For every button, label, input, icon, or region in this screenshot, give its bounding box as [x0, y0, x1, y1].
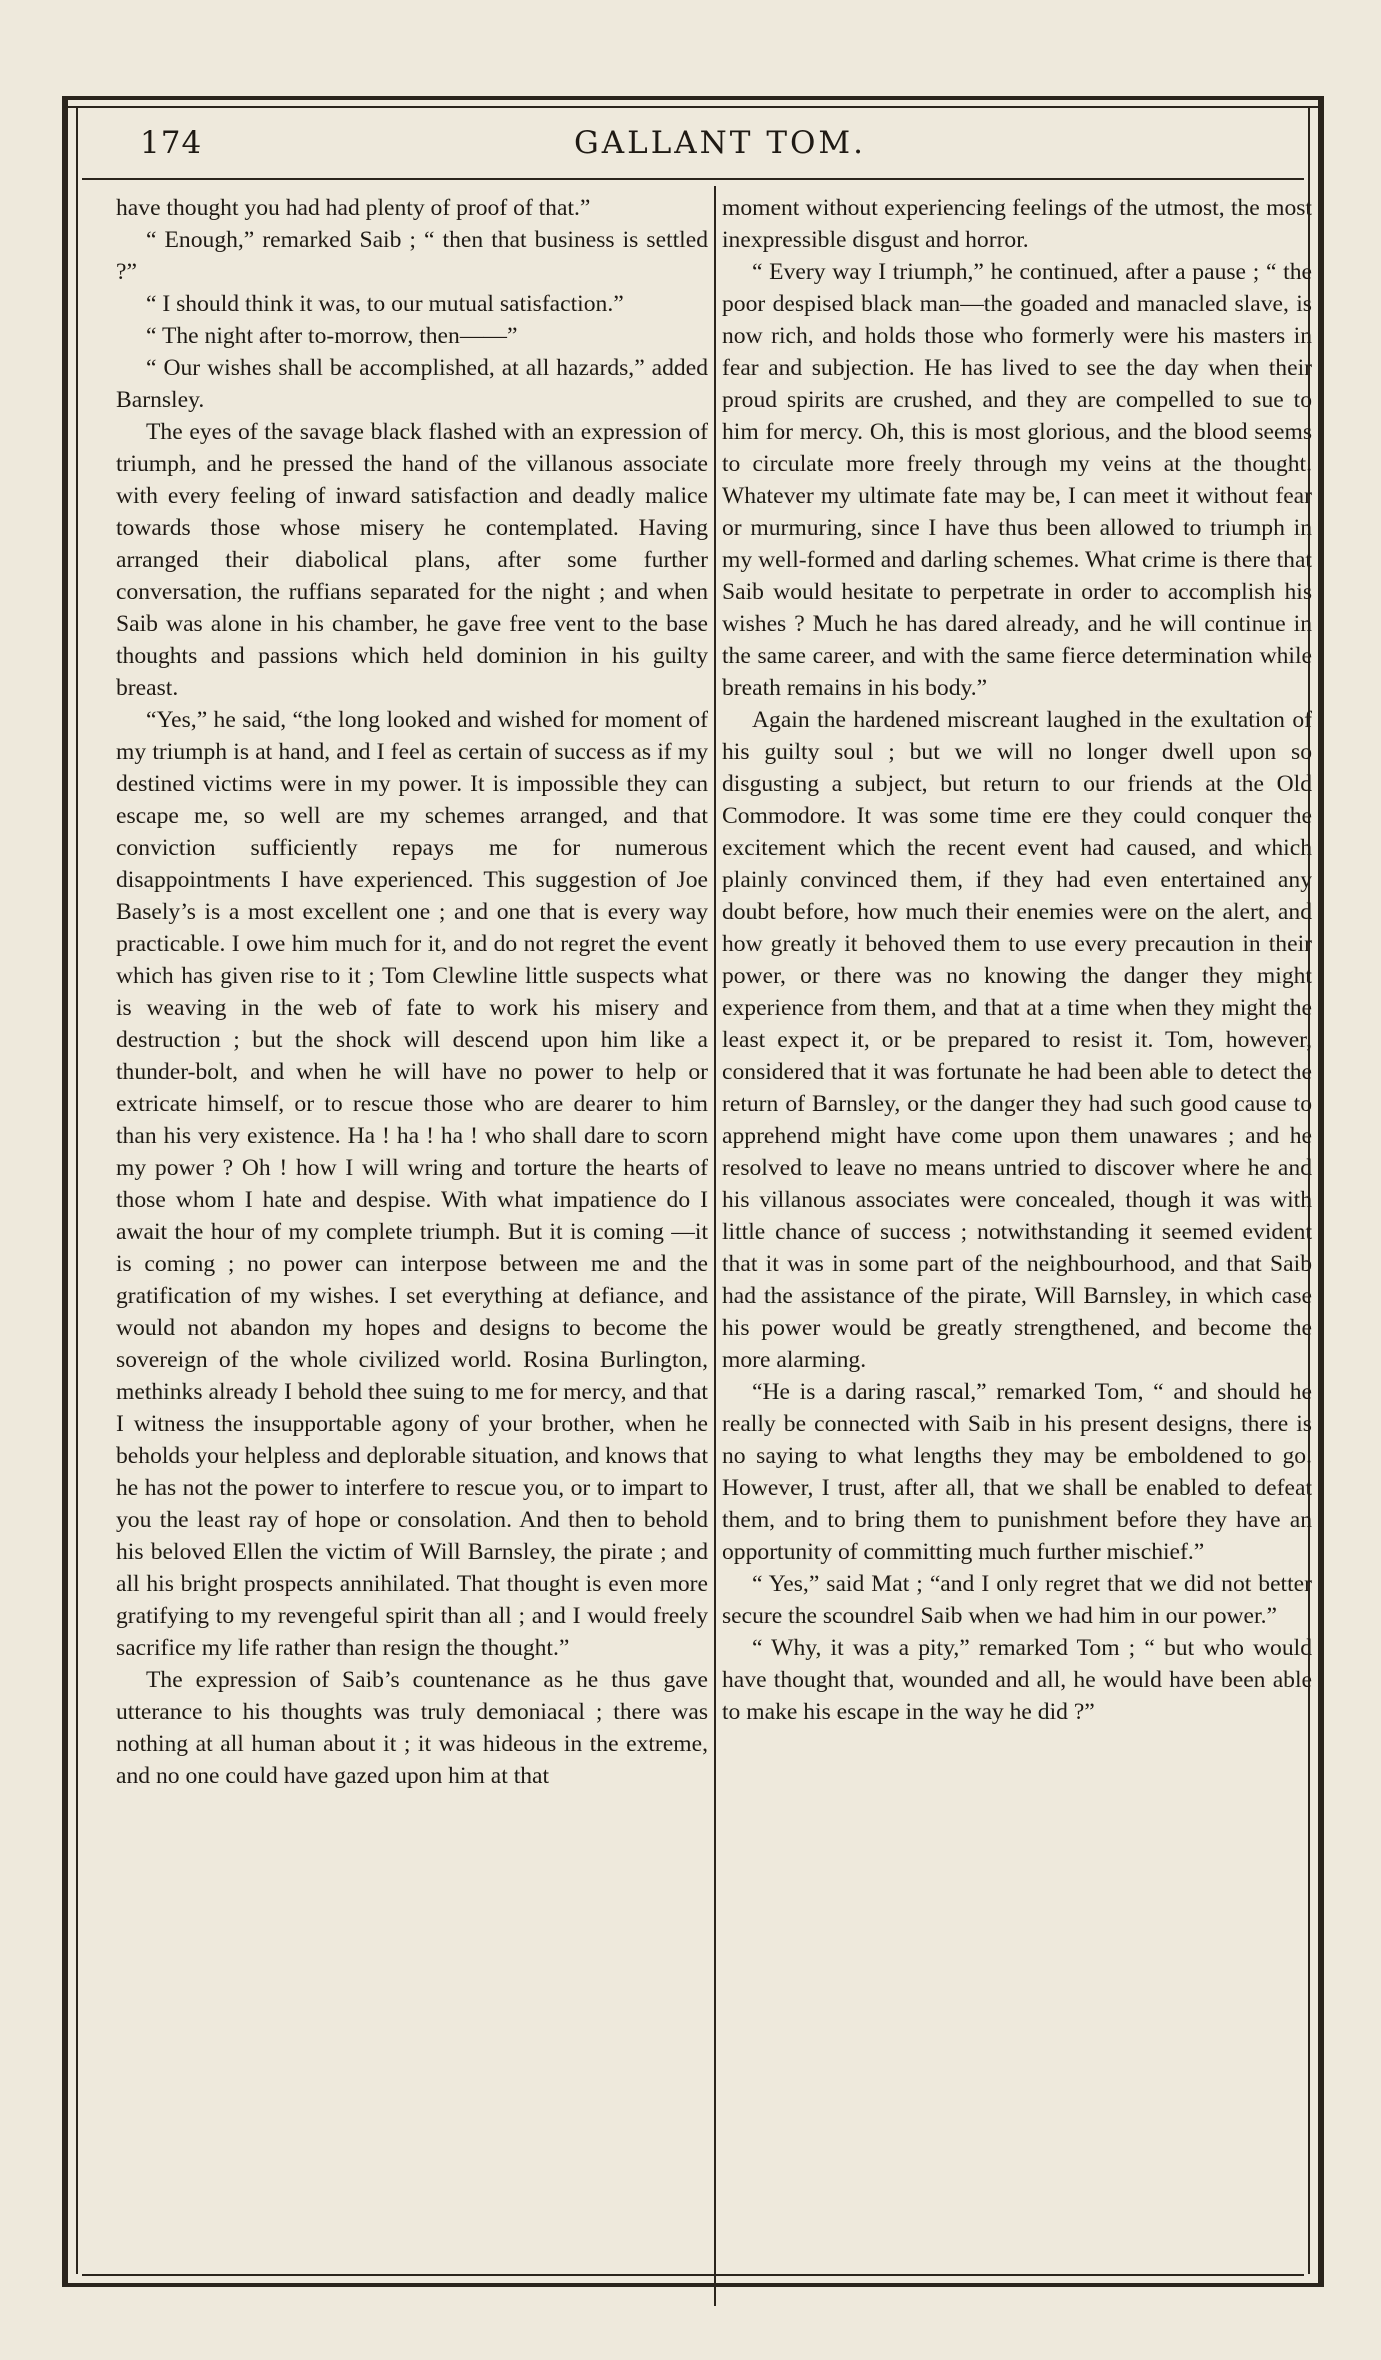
top-rule-thin: [62, 106, 1324, 108]
top-rule-thick: [62, 96, 1324, 100]
page-header: [140, 125, 1300, 167]
paragraph: “ Why, it was a pity,” remarked Tom ; “ but who would have thought that, wounded and all, he would have been able to make his escape in the way he did ?”: [722, 1635, 1312, 1725]
bottom-rule-thick: [62, 2283, 1324, 2287]
paragraph: “ I should think it was, to our mutual satisfaction.”: [146, 291, 624, 317]
left-border-thick: [62, 96, 68, 2286]
left-column: [116, 192, 708, 2312]
right-border-thick: [1318, 96, 1324, 2286]
paragraph: “ Our wishes shall be accomplished, at all hazards,” added Barnsley.: [116, 355, 708, 413]
paragraph: The expression of Saib’s countenance as he thus gave utterance to his thoughts was truly demoniacal ; there was nothing at all human about it ; it was hideous in the extreme, and no one could have gazed upon him at that: [116, 1667, 708, 1789]
paragraph: moment without experiencing feelings of the utmost, the most inexpressible disgust and horror.: [722, 195, 1312, 253]
left-border-thin: [76, 106, 78, 2274]
right-column: [722, 192, 1312, 2312]
paragraph: “ Every way I triumph,” he continued, after a pause ; “ the poor despised black man—the goaded and manacled slave, is now rich, and holds those who formerly were his masters in fear and subjection. He has lived to see the day when their proud spirits are crushed, and they are compelled to sue to him for mercy. Oh, this is most glorious, and the blood seems to circulate more freely through my veins at the thought. Whatever my ultimate fate may be, I can meet it without fear or murmuring, since I have thus been allowed to triumph in my well-formed and darling schemes. What crime is there that Saib would hesitate to perpetrate in order to accomplish his wishes ? Much he has dared already, and he will continue in the same career, and with the same fierce determination while breath remains in his body.”: [722, 259, 1312, 701]
paragraph: have thought you had had plenty of proof of that.”: [116, 195, 591, 221]
column-divider: [714, 186, 716, 2306]
paragraph: “Yes,” he said, “the long looked and wished for moment of my triumph is at hand, and I feel as certain of success as if my destined victims were in my power. It is impossible they can escape me, so well are my schemes arranged, and that conviction sufficiently repays me for numerous disappointments I have experienced. This suggestion of Joe Basely’s is a most excellent one ; and one that is every way practicable. I owe him much for it, and do not regret the event which has given rise to it ; Tom Clewline little suspects what is weaving in the web of fate to work his misery and destruction ; but the shock will descend upon him like a thunder-bolt, and when he will have no power to help or extricate himself, or to rescue those who are dearer to him than his very existence. Ha ! ha ! ha ! who shall dare to scorn my power ? Oh ! how I will wring and torture the hearts of those whom I hate and despise. With what impatience do I await the hour of my complete triumph. But it is coming —it is coming ; no power can interpose between me and the gratification of my wishes. I set everything at defiance, and would not abandon my hopes and designs to become the sovereign of the whole civilized world. Rosina Burlington, methinks already I behold thee suing to me for mercy, and that I witness the insupportable agony of your brother, when he beholds your helpless and deplorable situation, and knows that he has not the power to interfere to rescue you, or to impart to you the least ray of hope or consolation. And then to behold his beloved Ellen the victim of Will Barnsley, the pirate ; and all his bright prospects annihilated. That thought is even more gratifying to my revengeful spirit than all ; and I would freely sacrifice my life rather than resign the thought.”: [116, 707, 708, 1661]
paragraph: Again the hardened miscreant laughed in the exultation of his guilty soul ; but we will no longer dwell upon so disgusting a subject, but return to our friends at the Old Commodore. It was some time ere they could conquer the excitement which the recent event had caused, and which plainly convinced them, if they had even entertained any doubt before, how much their enemies were on the alert, and how greatly it behoved them to use every precaution in their power, or there was no knowing the danger they might experience from them, and that at a time when they might the least expect it, or be prepared to resist it. Tom, however, considered that it was fortunate he had been able to detect the return of Barnsley, or the danger they had such good cause to apprehend might have come upon them unawares ; and he resolved to leave no means untried to discover where he and his villanous associates were concealed, though it was with little chance of success ; notwithstanding it seemed evident that it was in some part of the neighbourhood, and that Saib had the assistance of the pirate, Will Barnsley, in which case his power would be greatly strengthened, and become the more alarming.: [722, 707, 1312, 1373]
paragraph: “ Enough,” remarked Saib ; “ then that business is settled ?”: [116, 227, 708, 285]
paragraph: “ Yes,” said Mat ; “and I only regret that we did not better secure the scoundrel Saib when we had him in our power.”: [722, 1571, 1312, 1629]
header-rule: [82, 178, 1304, 180]
bottom-rule-thin: [82, 2274, 1304, 2276]
page-number: 174: [140, 125, 203, 161]
paragraph: The eyes of the savage black flashed with an expression of triumph, and he pressed the hand of the villanous associate with every feeling of inward satisfaction and deadly malice towards those whose misery he contemplated. Having arranged their diabolical plans, after some further conversation, the ruffians separated for the night ; and when Saib was alone in his chamber, he gave free vent to the base thoughts and passions which held dominion in his guilty breast.: [116, 419, 708, 701]
paragraph: “ The night after to-morrow, then——”: [146, 323, 518, 349]
running-title: GALLANT TOM.: [573, 125, 867, 161]
paragraph: “He is a daring rascal,” remarked Tom, “ and should he really be connected with Saib in his present designs, there is no saying to what lengths they may be emboldened to go. However, I trust, after all, that we shall be enabled to defeat them, and to bring them to punishment before they have an opportunity of committing much further mischief.”: [722, 1379, 1312, 1565]
